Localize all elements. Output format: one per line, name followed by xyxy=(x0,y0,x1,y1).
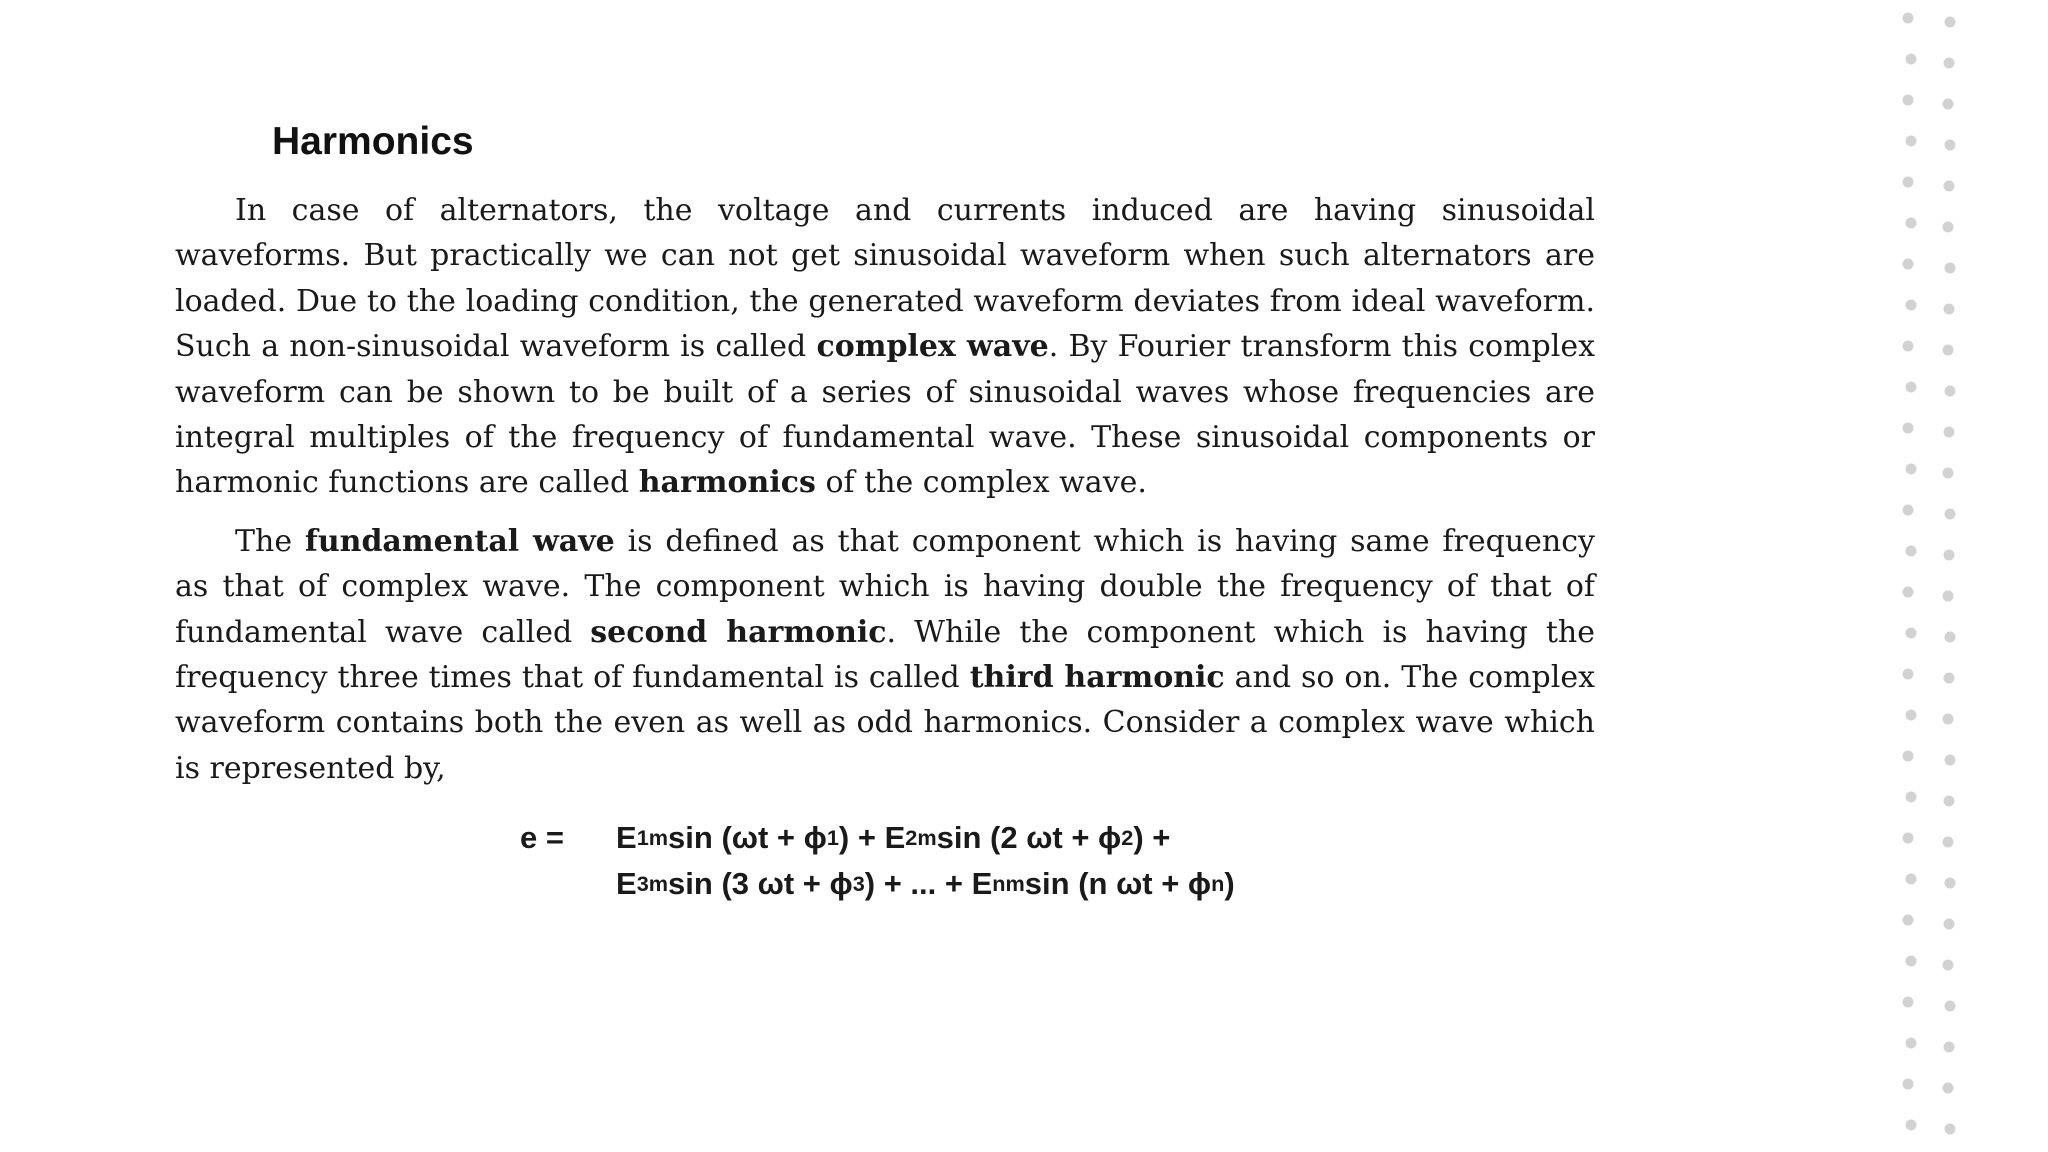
binding-dot xyxy=(1903,341,1914,352)
paragraph-1-text-1: In case of alternators, the voltage and currents induced are having sinusoidal waveforms. But practically we can not get sinusoidal waveform when such alternators are loaded. Due to the loading condition, the generated waveform deviates from ideal waveform. Such a non-sinusoidal waveform is called xyxy=(175,193,1595,365)
term-complex-wave: complex wave xyxy=(816,329,1049,365)
binding-dot xyxy=(1945,878,1956,889)
binding-dot xyxy=(1906,300,1917,311)
binding-dot xyxy=(1945,755,1956,766)
paragraph-2-text-2: is defined as that component which is having same frequency as that of complex wave. The component which is having double the frequency of that of fundamental wave called xyxy=(175,523,1595,650)
eq1-t3: sin (2 ωt + ϕ xyxy=(936,820,1122,855)
term-fundamental-wave: fundamental wave xyxy=(304,523,615,559)
binding-dot xyxy=(1903,177,1914,188)
binding-dot xyxy=(1943,468,1954,479)
eq1-e1: E xyxy=(616,820,637,855)
equation-lhs: e = xyxy=(520,820,564,855)
binding-dot xyxy=(1903,669,1914,680)
paragraph-1-text-2: . By Fourier transform this complex waveform can be shown to be built of a series of sinusoidal waves whose frequencies are integral multiples of the frequency of fundamental wave. These sinusoidal components or harmonic functions are called xyxy=(175,329,1596,501)
binding-dot xyxy=(1903,997,1914,1008)
binding-dot xyxy=(1943,99,1954,110)
eq1-sub-4: 2 xyxy=(1121,825,1134,850)
eq1-sub-1: 1m xyxy=(636,825,669,850)
binding-dot xyxy=(1944,304,1955,315)
binding-dot xyxy=(1943,714,1954,725)
binding-dot xyxy=(1903,751,1914,762)
eq2-sub-3: nm xyxy=(992,871,1025,896)
binding-dot xyxy=(1945,1124,1956,1135)
binding-dot xyxy=(1903,423,1914,434)
paragraph-2-text-4: and so on. The complex waveform contains both the even as well as odd harmonics. Consider a complex wave which is represented by, xyxy=(175,660,1596,786)
binding-dot xyxy=(1906,54,1917,65)
binding-dot xyxy=(1945,17,1956,28)
binding-dot xyxy=(1903,95,1914,106)
binding-dot xyxy=(1945,1001,1956,1012)
paragraph-2 xyxy=(175,519,1595,791)
eq2-e1: E xyxy=(616,866,637,901)
term-second-harmonic: second harmonic xyxy=(590,614,887,650)
binding-dot xyxy=(1903,915,1914,926)
paragraph-1 xyxy=(175,188,1595,506)
binding-dot xyxy=(1903,13,1914,24)
binding-dot xyxy=(1945,263,1956,274)
eq1-sub-3: 2m xyxy=(905,825,937,850)
binding-dot xyxy=(1944,427,1955,438)
binding-dot xyxy=(1903,587,1914,598)
binding-dot xyxy=(1943,837,1954,848)
binding-dot xyxy=(1906,628,1917,639)
eq2-sub-1: 3m xyxy=(636,871,669,896)
binding-dot xyxy=(1945,632,1956,643)
eq2-t3: sin (n ωt + ϕ xyxy=(1024,866,1212,901)
binding-dots-decoration xyxy=(1890,0,1970,1152)
binding-dot xyxy=(1944,796,1955,807)
paragraph-2-text-3: . While the component which is having the frequency three times that of fundamental is called xyxy=(175,614,1595,696)
binding-dot xyxy=(1906,874,1917,885)
binding-dot xyxy=(1943,222,1954,233)
binding-dot xyxy=(1945,386,1956,397)
binding-dot xyxy=(1906,464,1917,475)
binding-dot xyxy=(1906,1120,1917,1131)
binding-dot xyxy=(1943,345,1954,356)
binding-dot xyxy=(1903,1079,1914,1090)
eq2-t2: ) + ... + E xyxy=(864,866,993,901)
binding-dot xyxy=(1906,956,1917,967)
body-text xyxy=(175,188,1595,791)
binding-dot xyxy=(1943,960,1954,971)
binding-dot xyxy=(1943,591,1954,602)
binding-dot xyxy=(1906,710,1917,721)
paragraph-1-text-3: of the complex wave. xyxy=(815,465,1147,501)
eq1-t1: sin (ωt + ϕ xyxy=(668,820,827,855)
eq2-sub-2: 3 xyxy=(852,871,865,896)
eq1-t2: ) + E xyxy=(838,820,906,855)
binding-dot xyxy=(1906,136,1917,147)
equation-line-2 xyxy=(520,861,1235,907)
eq1-sub-2: 1 xyxy=(826,825,839,850)
binding-dot xyxy=(1944,1042,1955,1053)
eq2-t1: sin (3 ωt + ϕ xyxy=(668,866,853,901)
eq2-t4: ) xyxy=(1224,866,1235,901)
binding-dot xyxy=(1945,140,1956,151)
binding-dot xyxy=(1943,1083,1954,1094)
binding-dot xyxy=(1944,58,1955,69)
paragraph-2-text-1: The xyxy=(235,523,305,559)
section-heading: Harmonics xyxy=(272,120,474,163)
binding-dot xyxy=(1906,1038,1917,1049)
term-third-harmonic: third harmonic xyxy=(969,660,1225,696)
binding-dot xyxy=(1906,382,1917,393)
binding-dot xyxy=(1944,673,1955,684)
binding-dot xyxy=(1903,833,1914,844)
eq1-t4: ) + xyxy=(1133,820,1171,855)
binding-dot xyxy=(1945,509,1956,520)
equation xyxy=(520,815,1235,907)
binding-dot xyxy=(1944,181,1955,192)
binding-dot xyxy=(1903,259,1914,270)
binding-dot xyxy=(1944,550,1955,561)
binding-dot xyxy=(1906,218,1917,229)
term-harmonics: harmonics xyxy=(638,465,816,501)
binding-dot xyxy=(1903,505,1914,516)
eq2-sub-4: n xyxy=(1211,871,1225,896)
binding-dot xyxy=(1906,546,1917,557)
binding-dot xyxy=(1906,792,1917,803)
equation-line-1 xyxy=(520,815,1235,861)
binding-dot xyxy=(1944,919,1955,930)
